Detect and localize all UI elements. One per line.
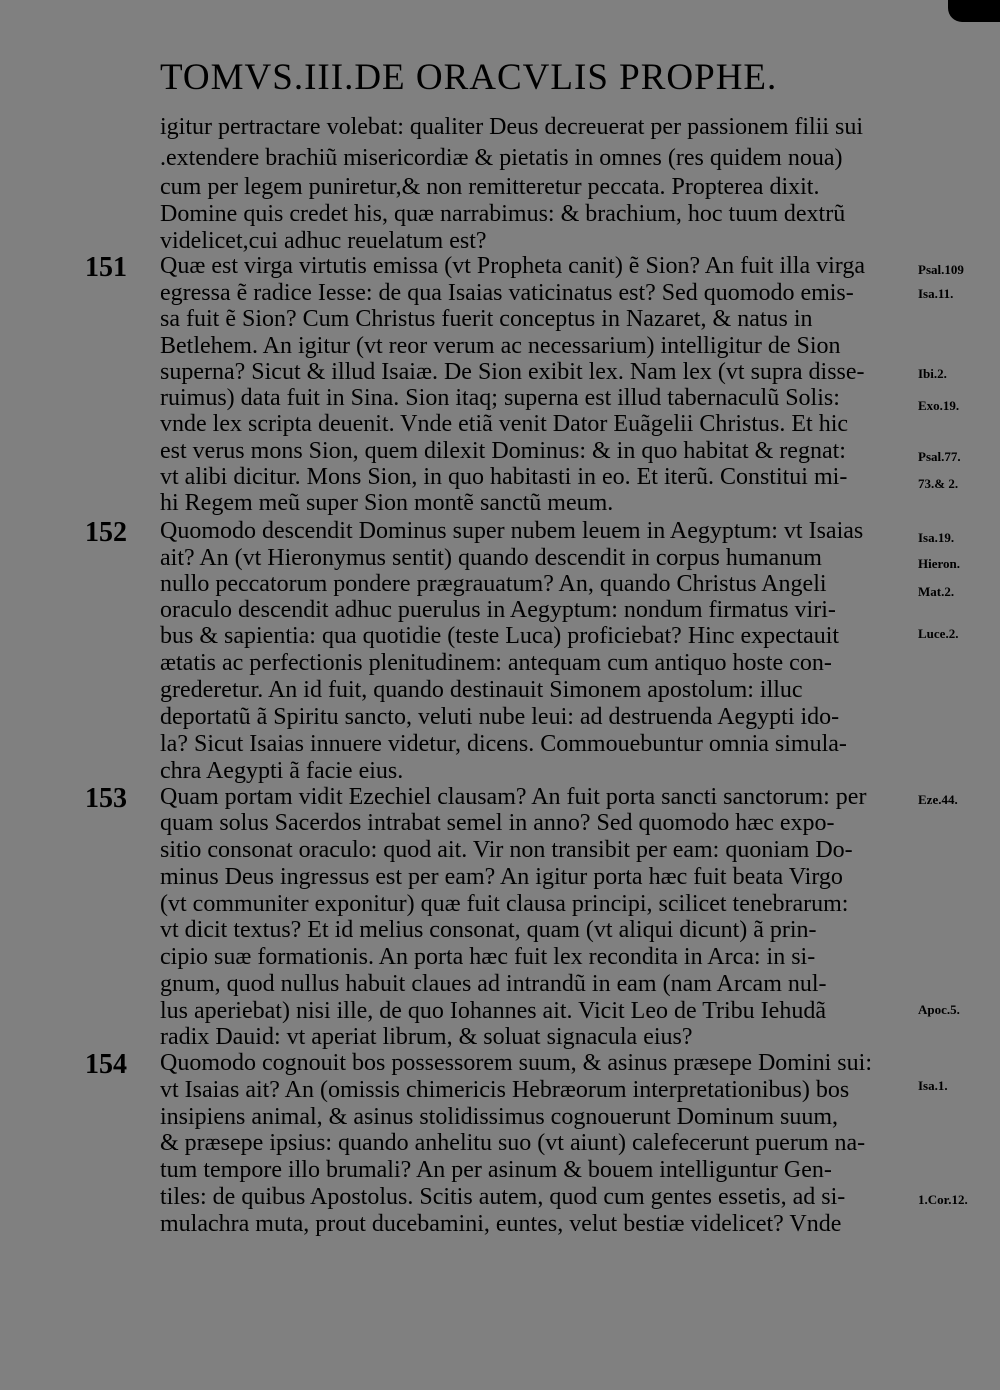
section-number: 151 [85,252,127,283]
text-line: .extendere brachiũ misericordiæ & pietatis in omnes (res quidem noua) [160,145,843,171]
margin-note: Isa.11. [918,286,954,301]
text-line: Domine quis credet his, quæ narrabimus: & brachium, hoc tuum dextrũ [160,201,846,227]
text-line: bus & sapientia: qua quotidie (teste Luca) proficiebat? Hinc expectauit [160,623,840,649]
text-line: oraculo descendit adhuc puerulus in Aegyptum: nondum firmatus viri- [160,597,836,623]
text-line: superna? Sicut & illud Isaiæ. De Sion exibit lex. Nam lex (vt supra disse- [160,359,865,385]
text-line: mulachra muta, prout ducebamini, euntes, velut bestiæ videlicet? Vnde [160,1211,842,1237]
margin-note: 1.Cor.12. [918,1192,968,1207]
text-line: ætatis ac perfectionis plenitudinem: antequam cum antiquo hoste con- [160,650,832,676]
text-line: videlicet,cui adhuc reuelatum est? [160,228,487,254]
margin-note: Eze.44. [918,792,958,807]
text-line: vt Isaias ait? An (omissis chimericis Hebræorum interpretationibus) bos [160,1077,850,1103]
text-line: vnde lex scripta deuenit. Vnde etiã venit Dator Euãgelii Christus. Et hic [160,411,849,437]
section-number: 154 [85,1049,127,1080]
text-line: hi Regem meũ super Sion montẽ sanctũ meum. [160,490,614,516]
margin-note: Apoc.5. [918,1002,960,1017]
text-line: egressa ẽ radice Iesse: de qua Isaias vaticinatus est? Sed quomodo emis- [160,280,854,306]
text-line: vt dicit textus? Et id melius consonat, quam (vt aliqui dicunt) ã prin- [160,917,817,943]
text-line: gnum, quod nullus habuit claues ad intrandũ in eam (nam Arcam nul- [160,971,827,997]
margin-note: Hieron. [918,556,961,571]
text-line: vt alibi dicitur. Mons Sion, in quo habitasti in eo. Et iterũ. Constitui mi- [160,464,848,490]
text-line: Quomodo descendit Dominus super nubem leuem in Aegyptum: vt Isaias [160,518,864,544]
text-line: ruimus) data fuit in Sina. Sion itaq; superna est illud tabernaculũ Solis: [160,385,840,411]
text-line: cum per legem puniretur,& non remitteretur peccata. Propterea dixit. [160,174,820,200]
margin-note: Exo.19. [918,398,960,413]
text-line: nullo peccatorum pondere prægrauatum? An, quando Christus Angeli [160,571,827,597]
text-line: chra Aegypti ã facie eius. [160,758,404,784]
text-line: sa fuit ẽ Sion? Cum Christus fuerit conceptus in Nazaret, & natus in [160,306,813,332]
text-line: sitio consonat oraculo: quod ait. Vir non transibit per eam: quoniam Do- [160,837,853,863]
text-line: la? Sicut Isaias innuere videtur, dicens. Commouebuntur omnia simula- [160,731,847,757]
margin-note: 73.& 2. [918,476,959,491]
text-line: quam solus Sacerdos intrabat semel in anno? Sed quomodo hæc expo- [160,810,835,836]
text-line: ait? An (vt Hieronymus sentit) quando descendit in corpus humanum [160,545,822,571]
section-number: 153 [85,783,127,814]
text-line: radix Dauid: vt aperiat librum, & soluat signacula eius? [160,1024,693,1050]
margin-note: Isa.19. [918,530,955,545]
text-line: deportatũ ã Spiritu sancto, veluti nube leui: ad destruenda Aegypti ido- [160,704,840,730]
margin-note: Psal.109 [918,262,964,277]
page-corner-mark [948,0,1000,22]
text-line: minus Deus ingressus est per eam? An igitur porta hæc fuit beata Virgo [160,864,843,890]
text-line: Quomodo cognouit bos possessorem suum, & asinus præsepe Domini sui: [160,1050,872,1076]
text-line: insipiens animal, & asinus stolidissimus cognouerunt Dominum suum, [160,1104,838,1130]
text-line: (vt communiter exponitur) quæ fuit clausa principi, scilicet tenebrarum: [160,891,849,917]
margin-note: Mat.2. [918,584,955,599]
text-line: Quæ est virga virtutis emissa (vt Propheta canit) ẽ Sion? An fuit illa virga [160,253,865,279]
text-line: igitur pertractare volebat: qualiter Deus decreuerat per passionem filii sui [160,114,864,140]
text-line: Quam portam vidit Ezechiel clausam? An fuit porta sancti sanctorum: per [160,784,867,810]
text-line: tum tempore illo brumali? An per asinum & bouem intelliguntur Gen- [160,1157,832,1183]
margin-note: Psal.77. [918,449,961,464]
text-line: grederetur. An id fuit, quando destinauit Simonem apostolum: illuc [160,677,803,703]
text-line: & præsepe ipsius: quando anhelitu suo (vt aiunt) calefecerunt puerum na- [160,1130,866,1156]
text-line: cipio suæ formationis. An porta hæc fuit lex recondita in Arca: in si- [160,944,816,970]
text-line: lus aperiebat) nisi ille, de quo Iohannes ait. Vicit Leo de Tribu Iehudã [160,998,826,1024]
text-line: Betlehem. An igitur (vt reor verum ac necessarium) intelligitur de Sion [160,333,841,359]
section-number: 152 [85,517,127,548]
margin-note: Luce.2. [918,626,959,641]
margin-note: Isa.1. [918,1078,948,1093]
text-line: tiles: de quibus Apostolus. Scitis autem, quod cum gentes essetis, ad si- [160,1184,846,1210]
margin-note: Ibi.2. [918,366,947,381]
running-header: TOMVS.III.DE ORACVLIS PROPHE. [160,57,778,98]
text-line: est verus mons Sion, quem dilexit Dominus: & in quo habitat & regnat: [160,438,846,464]
